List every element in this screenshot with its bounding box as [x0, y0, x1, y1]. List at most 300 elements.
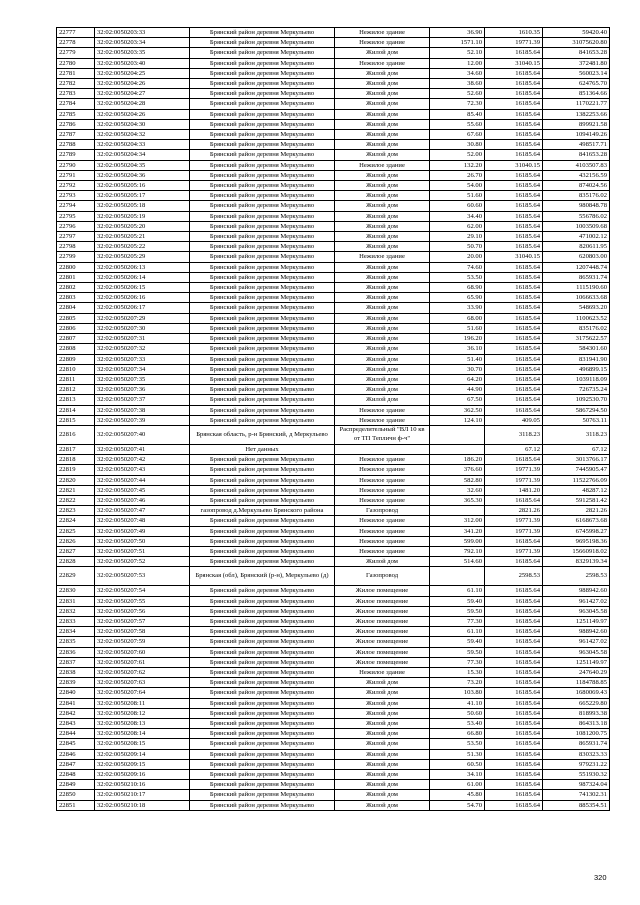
area-cell: 66.80 [430, 729, 485, 739]
object-type-cell: Нежилое здание [335, 415, 430, 425]
unit-value-cell: 16185.64 [485, 688, 543, 698]
object-type-cell: Жилой дом [335, 688, 430, 698]
object-type-cell: Жилой дом [335, 354, 430, 364]
table-row [57, 475, 610, 485]
area-cell: 1571.10 [430, 38, 485, 48]
area-cell: 12.00 [430, 58, 485, 68]
cadastral-value-table [56, 27, 610, 811]
cadastral-number-cell: 32:02:0050207:40 [95, 425, 190, 444]
cadastral-number-cell: 32:02:0050203:40 [95, 58, 190, 68]
address-cell: Брянский район деревня Меркульево [190, 485, 335, 495]
table-row [57, 444, 610, 454]
cadastral-number-cell: 32:02:0050205:16 [95, 181, 190, 191]
cadastral-number-cell: 32:02:0050207:39 [95, 415, 190, 425]
unit-value-cell: 16185.64 [485, 272, 543, 282]
address-cell: Брянский район деревня Меркульево [190, 232, 335, 242]
object-type-cell: Жилой дом [335, 89, 430, 99]
address-cell: Брянский район деревня Меркульево [190, 759, 335, 769]
object-type-cell: Жилой дом [335, 109, 430, 119]
address-cell: Брянский район деревня Меркульево [190, 323, 335, 333]
unit-value-cell: 16185.64 [485, 170, 543, 180]
table-row [57, 637, 610, 647]
cadastral-number-cell: 32:02:0050206:13 [95, 262, 190, 272]
row-number-cell: 22810 [57, 364, 95, 374]
area-cell: 77.30 [430, 657, 485, 667]
address-cell: Брянский район деревня Меркульево [190, 170, 335, 180]
unit-value-cell: 16185.64 [485, 647, 543, 657]
object-type-cell: Нежилое здание [335, 455, 430, 465]
cadastral-value-cell: 8329139.34 [543, 557, 610, 567]
table-row [57, 667, 610, 677]
object-type-cell: Жилой дом [335, 759, 430, 769]
row-number-cell: 22835 [57, 637, 95, 647]
table-row [57, 48, 610, 58]
unit-value-cell: 16185.64 [485, 759, 543, 769]
row-number-cell: 22836 [57, 647, 95, 657]
area-cell: 365.30 [430, 495, 485, 505]
cadastral-number-cell: 32:02:0050207:61 [95, 657, 190, 667]
object-type-cell: Жилое помещение [335, 606, 430, 616]
unit-value-cell: 16185.64 [485, 606, 543, 616]
table-row [57, 415, 610, 425]
cadastral-value-cell: 961427.02 [543, 637, 610, 647]
cadastral-value-cell: 496899.15 [543, 364, 610, 374]
cadastral-number-cell: 32:02:0050206:16 [95, 293, 190, 303]
area-cell: 376.60 [430, 465, 485, 475]
table-row [57, 303, 610, 313]
cadastral-value-cell: 3175622.57 [543, 334, 610, 344]
table-row [57, 232, 610, 242]
unit-value-cell: 19771.39 [485, 475, 543, 485]
area-cell: 60.50 [430, 759, 485, 769]
object-type-cell: Жилой дом [335, 790, 430, 800]
area-cell: 59.50 [430, 647, 485, 657]
cadastral-number-cell: 32:02:0050207:54 [95, 586, 190, 596]
address-cell: Брянский район деревня Меркульево [190, 465, 335, 475]
unit-value-cell: 16185.64 [485, 395, 543, 405]
page-number: 320 [594, 873, 607, 882]
row-number-cell: 22777 [57, 28, 95, 38]
area-cell: 51.60 [430, 323, 485, 333]
cadastral-value-cell: 851364.66 [543, 89, 610, 99]
cadastral-number-cell: 32:02:0050204:36 [95, 170, 190, 180]
cadastral-number-cell: 32:02:0050207:53 [95, 567, 190, 586]
row-number-cell: 22794 [57, 201, 95, 211]
address-cell: Брянский район деревня Меркульево [190, 475, 335, 485]
row-number-cell: 22798 [57, 242, 95, 252]
row-number-cell: 22804 [57, 303, 95, 313]
cadastral-value-cell: 831941.90 [543, 354, 610, 364]
row-number-cell: 22824 [57, 516, 95, 526]
address-cell: Брянский район деревня Меркульево [190, 455, 335, 465]
area-cell: 67.50 [430, 395, 485, 405]
cadastral-value-cell: 835176.02 [543, 323, 610, 333]
table-row [57, 739, 610, 749]
cadastral-value-cell: 899921.58 [543, 119, 610, 129]
row-number-cell: 22782 [57, 79, 95, 89]
cadastral-value-cell: 3118.23 [543, 425, 610, 444]
area-cell: 52.60 [430, 89, 485, 99]
cadastral-number-cell: 32:02:0050207:50 [95, 536, 190, 546]
object-type-cell: Жилой дом [335, 374, 430, 384]
row-number-cell: 22792 [57, 181, 95, 191]
cadastral-value-cell: 2598.53 [543, 567, 610, 586]
row-number-cell: 22811 [57, 374, 95, 384]
object-type-cell: Жилое помещение [335, 637, 430, 647]
row-number-cell: 22821 [57, 485, 95, 495]
address-cell: Брянский район деревня Меркульево [190, 637, 335, 647]
object-type-cell: Жилой дом [335, 395, 430, 405]
unit-value-cell: 2821.26 [485, 506, 543, 516]
unit-value-cell: 16185.64 [485, 455, 543, 465]
area-cell: 34.40 [430, 211, 485, 221]
unit-value-cell: 16185.64 [485, 140, 543, 150]
object-type-cell: Нежилое здание [335, 526, 430, 536]
cadastral-value-cell: 560023.14 [543, 68, 610, 78]
row-number-cell: 22814 [57, 405, 95, 415]
row-number-cell: 22788 [57, 140, 95, 150]
cadastral-value-cell: 6745998.27 [543, 526, 610, 536]
table-row [57, 749, 610, 759]
cadastral-value-cell: 830323.33 [543, 749, 610, 759]
cadastral-value-cell: 1003509.68 [543, 221, 610, 231]
cadastral-number-cell: 32:02:0050207:64 [95, 688, 190, 698]
object-type-cell: Жилой дом [335, 293, 430, 303]
object-type-cell: Жилой дом [335, 770, 430, 780]
object-type-cell: Жилой дом [335, 678, 430, 688]
address-cell: газопровод д.Меркульево Брянского района [190, 506, 335, 516]
unit-value-cell: 19771.39 [485, 516, 543, 526]
unit-value-cell: 16185.64 [485, 800, 543, 810]
cadastral-number-cell: 32:02:0050207:38 [95, 405, 190, 415]
cadastral-value-cell: 556786.02 [543, 211, 610, 221]
row-number-cell: 22800 [57, 262, 95, 272]
object-type-cell: Жилой дом [335, 283, 430, 293]
unit-value-cell: 16185.64 [485, 354, 543, 364]
unit-value-cell: 16185.64 [485, 303, 543, 313]
cadastral-number-cell: 32:02:0050205:19 [95, 211, 190, 221]
row-number-cell: 22790 [57, 160, 95, 170]
address-cell: Брянский район деревня Меркульево [190, 616, 335, 626]
object-type-cell: Нежилое здание [335, 160, 430, 170]
cadastral-number-cell: 32:02:0050204:30 [95, 119, 190, 129]
row-number-cell: 22803 [57, 293, 95, 303]
unit-value-cell: 19771.39 [485, 465, 543, 475]
area-cell: 36.10 [430, 344, 485, 354]
cadastral-number-cell: 32:02:0050207:32 [95, 344, 190, 354]
unit-value-cell: 16185.64 [485, 48, 543, 58]
cadastral-value-cell: 31075620.80 [543, 38, 610, 48]
row-number-cell: 22791 [57, 170, 95, 180]
unit-value-cell: 31040.15 [485, 58, 543, 68]
table-row [57, 283, 610, 293]
cadastral-value-cell: 841653.28 [543, 48, 610, 58]
table-row [57, 698, 610, 708]
object-type-cell: Нежилое здание [335, 485, 430, 495]
row-number-cell: 22825 [57, 526, 95, 536]
unit-value-cell: 16185.64 [485, 749, 543, 759]
table-row [57, 647, 610, 657]
table-row [57, 790, 610, 800]
table-row [57, 495, 610, 505]
row-number-cell: 22819 [57, 465, 95, 475]
table-row [57, 364, 610, 374]
row-number-cell: 22827 [57, 546, 95, 556]
area-cell: 54.00 [430, 181, 485, 191]
table-row [57, 58, 610, 68]
row-number-cell: 22778 [57, 38, 95, 48]
cadastral-value-cell: 841653.28 [543, 150, 610, 160]
area-cell: 186.20 [430, 455, 485, 465]
cadastral-value-cell: 2821.26 [543, 506, 610, 516]
cadastral-number-cell: 32:02:0050209:15 [95, 759, 190, 769]
cadastral-value-cell: 1081200.75 [543, 729, 610, 739]
cadastral-value-cell: 9695198.36 [543, 536, 610, 546]
row-number-cell: 22813 [57, 395, 95, 405]
address-cell: Брянский район деревня Меркульево [190, 364, 335, 374]
area-cell: 53.50 [430, 272, 485, 282]
area-cell: 312.00 [430, 516, 485, 526]
row-number-cell: 22828 [57, 557, 95, 567]
address-cell: Брянский район деревня Меркульево [190, 313, 335, 323]
cadastral-number-cell: 32:02:0050206:15 [95, 283, 190, 293]
area-cell: 62.00 [430, 221, 485, 231]
table-row [57, 170, 610, 180]
cadastral-value-cell: 1382253.66 [543, 109, 610, 119]
row-number-cell: 22787 [57, 130, 95, 140]
cadastral-value-cell: 4103507.83 [543, 160, 610, 170]
address-cell: Брянский район деревня Меркульево [190, 647, 335, 657]
cadastral-number-cell: 32:02:0050207:55 [95, 596, 190, 606]
cadastral-number-cell: 32:02:0050207:34 [95, 364, 190, 374]
table-row [57, 596, 610, 606]
object-type-cell: Нежилое здание [335, 546, 430, 556]
row-number-cell: 22799 [57, 252, 95, 262]
address-cell: Брянский район деревня Меркульево [190, 495, 335, 505]
unit-value-cell: 16185.64 [485, 89, 543, 99]
cadastral-number-cell: 32:02:0050207:52 [95, 557, 190, 567]
area-cell: 68.90 [430, 283, 485, 293]
row-number-cell: 22844 [57, 729, 95, 739]
table-row [57, 252, 610, 262]
area-cell: 60.60 [430, 201, 485, 211]
table-row [57, 616, 610, 626]
row-number-cell: 22801 [57, 272, 95, 282]
cadastral-value-cell: 432156.59 [543, 170, 610, 180]
unit-value-cell: 16185.64 [485, 201, 543, 211]
table-row [57, 657, 610, 667]
unit-value-cell: 1610.35 [485, 28, 543, 38]
unit-value-cell: 16185.64 [485, 191, 543, 201]
unit-value-cell: 16185.64 [485, 495, 543, 505]
address-cell: Брянский район деревня Меркульево [190, 739, 335, 749]
unit-value-cell: 16185.64 [485, 181, 543, 191]
address-cell: Брянский район деревня Меркульево [190, 160, 335, 170]
address-cell: Брянский район деревня Меркульево [190, 405, 335, 415]
cadastral-number-cell: 32:02:0050210:18 [95, 800, 190, 810]
area-cell: 132.20 [430, 160, 485, 170]
cadastral-number-cell: 32:02:0050206:14 [95, 272, 190, 282]
cadastral-value-cell: 1680069.43 [543, 688, 610, 698]
address-cell: Брянский район деревня Меркульево [190, 211, 335, 221]
cadastral-number-cell: 32:02:0050204:32 [95, 130, 190, 140]
address-cell: Брянский район деревня Меркульево [190, 627, 335, 637]
object-type-cell: Жилой дом [335, 323, 430, 333]
cadastral-number-cell: 32:02:0050205:29 [95, 252, 190, 262]
cadastral-number-cell: 32:02:0050207:43 [95, 465, 190, 475]
cadastral-value-cell: 48287.12 [543, 485, 610, 495]
table-row [57, 119, 610, 129]
object-type-cell: Жилой дом [335, 150, 430, 160]
cadastral-number-cell: 32:02:0050205:21 [95, 232, 190, 242]
area-cell: 30.70 [430, 364, 485, 374]
unit-value-cell: 16185.64 [485, 150, 543, 160]
cadastral-value-cell: 5867294.50 [543, 405, 610, 415]
table-row [57, 79, 610, 89]
cadastral-value-cell: 818993.38 [543, 708, 610, 718]
cadastral-value-cell: 979231.22 [543, 759, 610, 769]
object-type-cell: Жилой дом [335, 344, 430, 354]
cadastral-value-cell: 3013766.17 [543, 455, 610, 465]
object-type-cell: Жилой дом [335, 557, 430, 567]
address-cell: Брянский район деревня Меркульево [190, 516, 335, 526]
cadastral-value-cell: 5912581.42 [543, 495, 610, 505]
object-type-cell: Жилой дом [335, 385, 430, 395]
unit-value-cell: 16185.64 [485, 739, 543, 749]
cadastral-value-cell: 726735.24 [543, 385, 610, 395]
unit-value-cell: 19771.39 [485, 546, 543, 556]
area-cell: 29.10 [430, 232, 485, 242]
area-cell: 85.40 [430, 109, 485, 119]
row-number-cell: 22834 [57, 627, 95, 637]
address-cell: Брянский район деревня Меркульево [190, 526, 335, 536]
cadastral-value-cell: 7445905.47 [543, 465, 610, 475]
cadastral-value-cell: 865931.74 [543, 272, 610, 282]
cadastral-value-cell: 1100623.52 [543, 313, 610, 323]
unit-value-cell: 16185.64 [485, 130, 543, 140]
address-cell: Брянский район деревня Меркульево [190, 667, 335, 677]
cadastral-number-cell: 32:02:0050205:17 [95, 191, 190, 201]
area-cell: 54.70 [430, 800, 485, 810]
object-type-cell: Жилое помещение [335, 616, 430, 626]
cadastral-value-cell: 247640.29 [543, 667, 610, 677]
cadastral-number-cell: 32:02:0050204:35 [95, 160, 190, 170]
table-row [57, 313, 610, 323]
object-type-cell: Жилой дом [335, 170, 430, 180]
unit-value-cell: 16185.64 [485, 780, 543, 790]
address-cell: Брянский район деревня Меркульево [190, 586, 335, 596]
row-number-cell: 22781 [57, 68, 95, 78]
table-row [57, 465, 610, 475]
table-row [57, 800, 610, 810]
unit-value-cell: 3118.23 [485, 425, 543, 444]
table-row [57, 354, 610, 364]
cadastral-value-cell: 865931.74 [543, 739, 610, 749]
row-number-cell: 22809 [57, 354, 95, 364]
object-type-cell: Жилой дом [335, 79, 430, 89]
address-cell: Брянский район деревня Меркульево [190, 688, 335, 698]
cadastral-number-cell: 32:02:0050207:44 [95, 475, 190, 485]
area-cell: 514.60 [430, 557, 485, 567]
table-row [57, 181, 610, 191]
cadastral-number-cell: 32:02:0050207:57 [95, 616, 190, 626]
cadastral-value-cell: 961427.02 [543, 596, 610, 606]
area-cell: 50.70 [430, 242, 485, 252]
table-row [57, 729, 610, 739]
address-cell: Брянский район деревня Меркульево [190, 770, 335, 780]
address-cell: Брянский район деревня Меркульево [190, 729, 335, 739]
table-row [57, 262, 610, 272]
address-cell: Брянский район деревня Меркульево [190, 606, 335, 616]
unit-value-cell: 16185.64 [485, 313, 543, 323]
row-number-cell: 22848 [57, 770, 95, 780]
table-row [57, 344, 610, 354]
cadastral-number-cell: 32:02:0050207:62 [95, 667, 190, 677]
row-number-cell: 22815 [57, 415, 95, 425]
object-type-cell: Жилое помещение [335, 586, 430, 596]
address-cell: Брянский район деревня Меркульево [190, 272, 335, 282]
unit-value-cell: 16185.64 [485, 344, 543, 354]
cadastral-number-cell: 32:02:0050205:18 [95, 201, 190, 211]
address-cell: Брянский район деревня Меркульево [190, 800, 335, 810]
cadastral-number-cell: 32:02:0050207:35 [95, 374, 190, 384]
address-cell: Брянский район деревня Меркульево [190, 150, 335, 160]
row-number-cell: 22833 [57, 616, 95, 626]
address-cell: Брянский район деревня Меркульево [190, 536, 335, 546]
unit-value-cell: 16185.64 [485, 364, 543, 374]
table-row [57, 526, 610, 536]
address-cell: Брянский район деревня Меркульево [190, 719, 335, 729]
area-cell: 61.10 [430, 586, 485, 596]
address-cell: Брянская область, р-н Брянский, д Меркульево [190, 425, 335, 444]
table-row [57, 516, 610, 526]
cadastral-value-cell: 6168673.68 [543, 516, 610, 526]
cadastral-number-cell: 32:02:0050207:51 [95, 546, 190, 556]
table-row [57, 385, 610, 395]
cadastral-value-cell: 820611.95 [543, 242, 610, 252]
unit-value-cell: 16185.64 [485, 586, 543, 596]
unit-value-cell: 16185.64 [485, 68, 543, 78]
address-cell: Брянский район деревня Меркульево [190, 596, 335, 606]
area-cell: 124.10 [430, 415, 485, 425]
cadastral-number-cell: 32:02:0050204:28 [95, 99, 190, 109]
cadastral-number-cell: 32:02:0050207:41 [95, 444, 190, 454]
area-cell: 599.00 [430, 536, 485, 546]
row-number-cell: 22783 [57, 89, 95, 99]
object-type-cell: Нежилое здание [335, 28, 430, 38]
area-cell: 74.60 [430, 262, 485, 272]
address-cell: Брянский район деревня Меркульево [190, 749, 335, 759]
object-type-cell: Распределительный "ВЛ 10 кв от ТП Тепличн ф-ч" [335, 425, 430, 444]
area-cell: 792.10 [430, 546, 485, 556]
unit-value-cell: 16185.64 [485, 334, 543, 344]
cadastral-number-cell: 32:02:0050205:22 [95, 242, 190, 252]
object-type-cell: Жилой дом [335, 698, 430, 708]
address-cell: Брянский район деревня Меркульево [190, 28, 335, 38]
cadastral-number-cell: 32:02:0050204:26 [95, 79, 190, 89]
row-number-cell: 22839 [57, 678, 95, 688]
object-type-cell: Газопровод [335, 567, 430, 586]
address-cell: Брянский район деревня Меркульево [190, 119, 335, 129]
address-cell: Брянский район деревня Меркульево [190, 191, 335, 201]
object-type-cell: Жилой дом [335, 303, 430, 313]
table-body [57, 28, 610, 811]
table-row [57, 546, 610, 556]
row-number-cell: 22779 [57, 48, 95, 58]
address-cell: Нет данных [190, 444, 335, 454]
cadastral-value-cell: 372481.80 [543, 58, 610, 68]
cadastral-value-cell: 548693.20 [543, 303, 610, 313]
